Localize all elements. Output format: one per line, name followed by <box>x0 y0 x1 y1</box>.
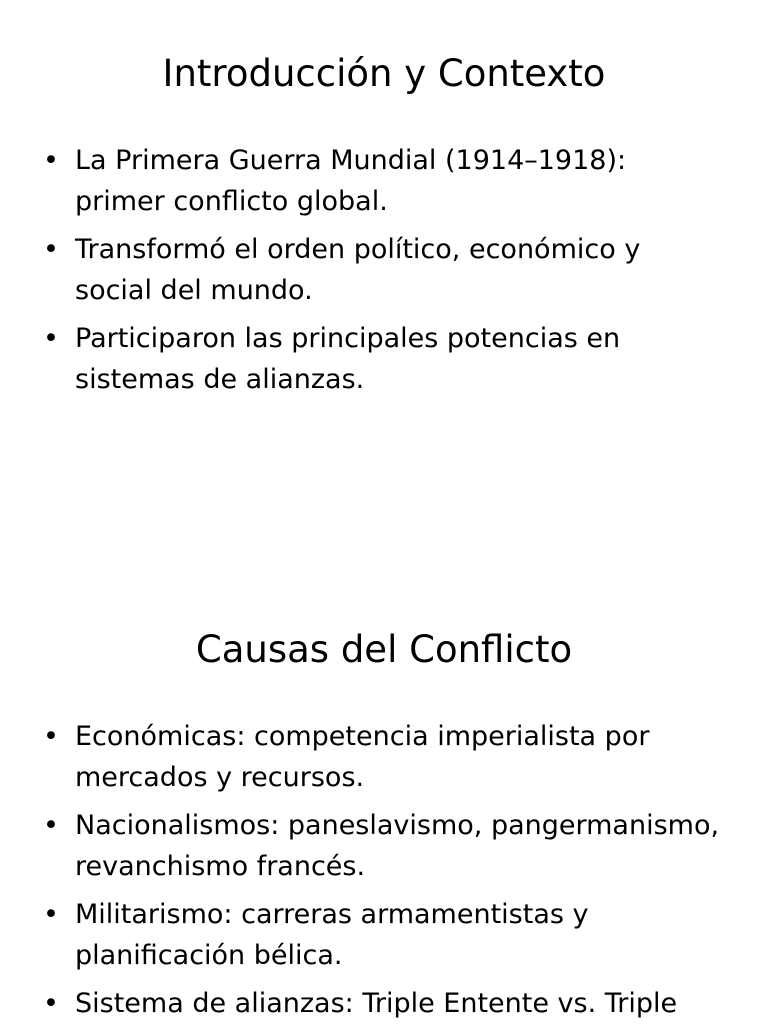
bullet-icon: • <box>43 721 59 752</box>
bullet-icon: • <box>43 234 59 265</box>
bullet-list <box>40 140 720 407</box>
list-item <box>40 894 720 976</box>
list-item <box>40 983 720 1024</box>
slide-causas <box>0 576 768 1024</box>
bullet-text: Sistema de alianzas: Triple Entente vs. Triple <box>75 988 678 1019</box>
bullet-text: Económicas: competencia imperialista por mercados y recursos. <box>75 721 650 793</box>
bullet-list <box>40 716 720 1031</box>
slide-title: Causas del Conflicto <box>195 628 573 671</box>
bullet-icon: • <box>43 323 59 354</box>
bullet-icon: • <box>43 810 59 841</box>
bullet-icon: • <box>43 145 59 176</box>
slide-title: Introducción y Contexto <box>162 52 606 95</box>
list-item <box>40 716 720 798</box>
list-item <box>40 229 720 311</box>
list-item <box>40 140 720 222</box>
bullet-text: Nacionalismos: paneslavismo, pangermanismo, revanchismo francés. <box>75 810 720 882</box>
bullet-text: Transformó el orden político, económico y social del mundo. <box>75 234 641 306</box>
list-item <box>40 805 720 887</box>
bullet-text: Participaron las principales potencias en sistemas de alianzas. <box>75 323 621 395</box>
list-item <box>40 318 720 400</box>
bullet-text: La Primera Guerra Mundial (1914–1918): primer conflicto global. <box>75 145 627 217</box>
bullet-icon: • <box>43 988 59 1019</box>
bullet-text: Militarismo: carreras armamentistas y planificación bélica. <box>75 899 589 971</box>
bullet-icon: • <box>43 899 59 930</box>
